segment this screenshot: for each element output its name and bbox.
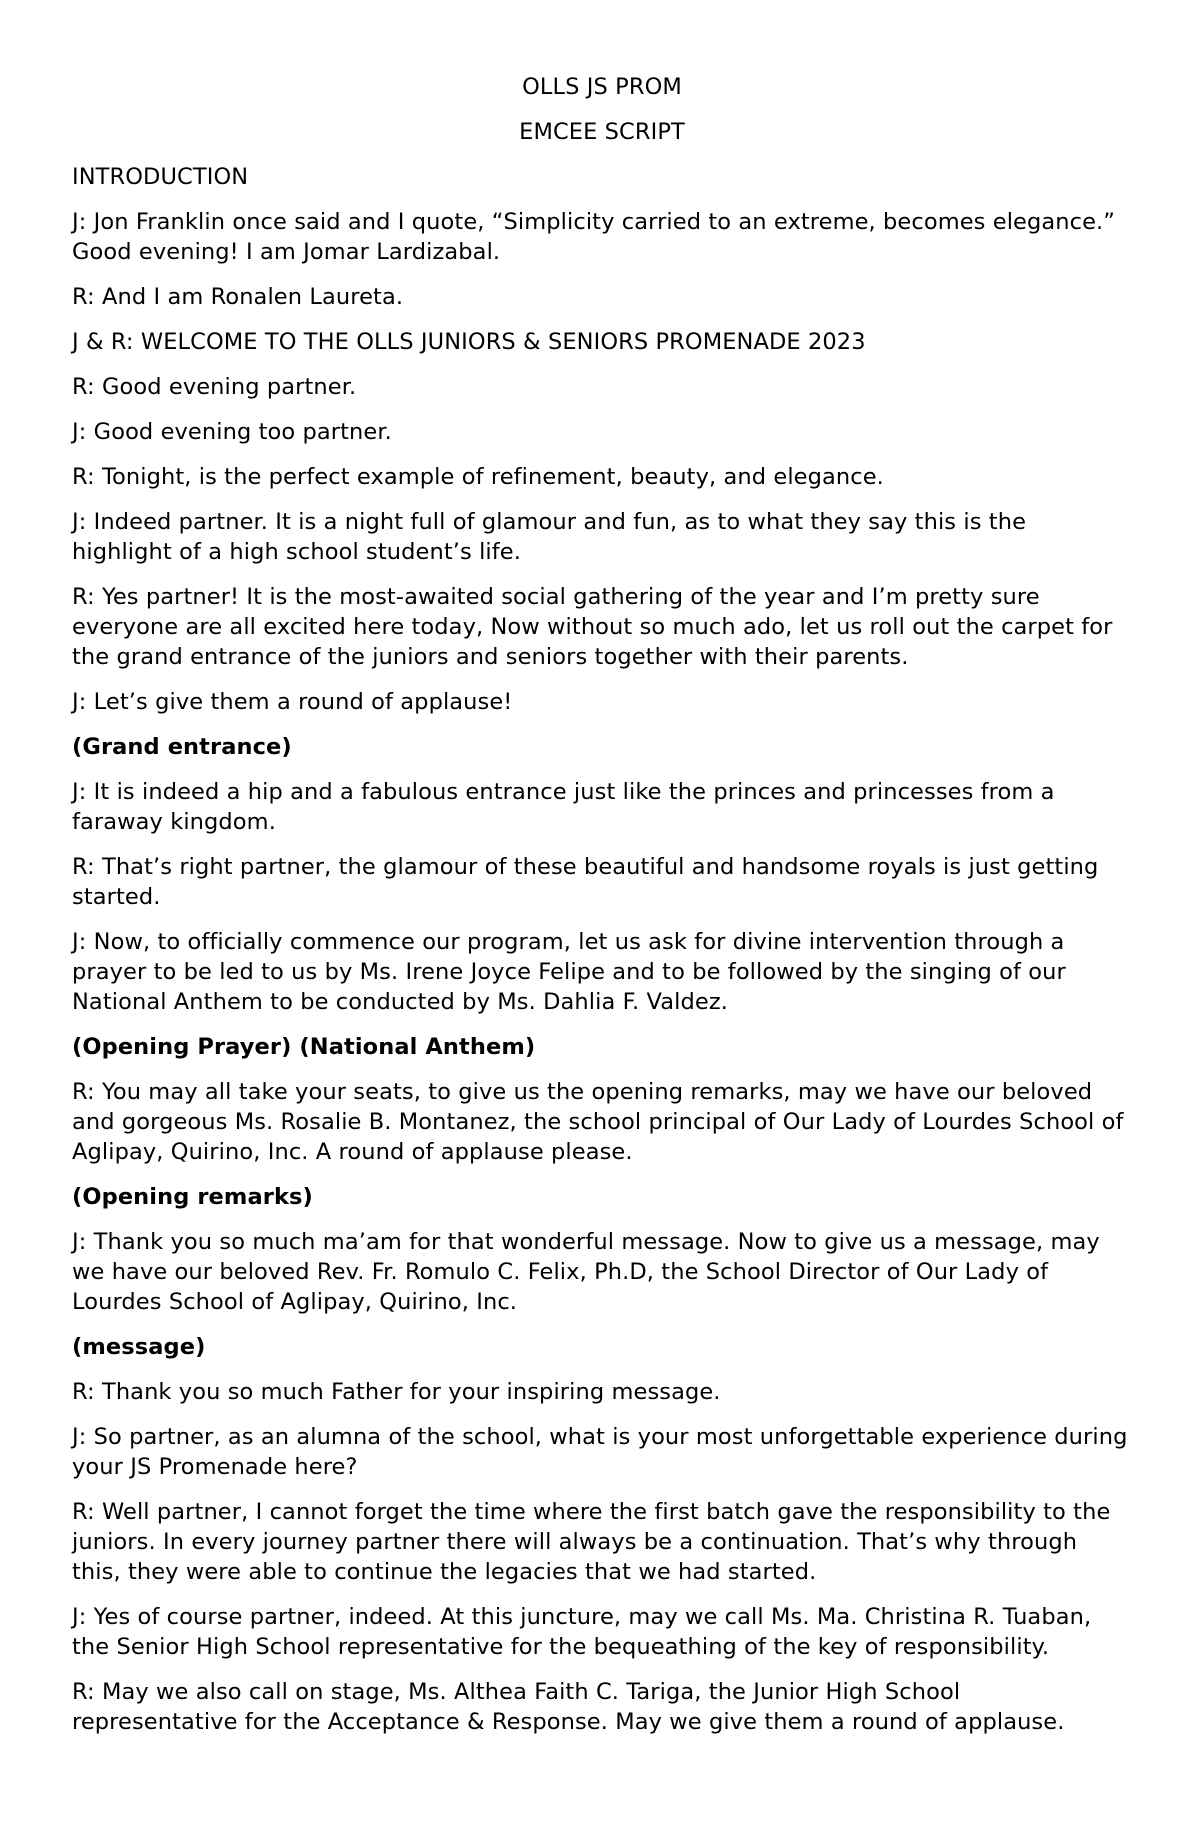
stage-cue: (message)	[72, 1334, 206, 1360]
script-line: R: Good evening partner.	[72, 374, 357, 400]
script-lines	[72, 207, 1132, 1737]
script-line: J: It is indeed a hip and a fabulous entrance just like the princes and princesses from a faraway kingdom.	[72, 779, 1055, 835]
script-line: R: And I am Ronalen Laureta.	[72, 284, 404, 310]
script-line: J: Let’s give them a round of applause!	[72, 689, 513, 715]
script-line: J: Good evening too partner.	[72, 419, 392, 445]
script-line: R: May we also call on stage, Ms. Althea Faith C. Tariga, the Junior High School representative for the Acceptance & Response. May we give them a round of applause.	[72, 1679, 1065, 1735]
document-body	[72, 72, 1132, 1752]
script-line: R: Yes partner! It is the most-awaited social gathering of the year and I’m pretty sure everyone are all excited here today, Now without so much ado, let us roll out the carpet for the grand entrance of the juniors and seniors together with their parents.	[72, 584, 1113, 670]
script-line: R: Well partner, I cannot forget the time where the first batch gave the responsibility to the juniors. In every journey partner there will always be a continuation. That’s why through this, they were able to continue the legacies that we had started.	[72, 1499, 1111, 1585]
script-line: R: That’s right partner, the glamour of these beautiful and handsome royals is just getting started.	[72, 854, 1099, 910]
script-line: J & R: WELCOME TO THE OLLS JUNIORS & SENIORS PROMENADE 2023	[72, 329, 866, 355]
script-line: J: Indeed partner. It is a night full of glamour and fun, as to what they say this is the highlight of a high school student’s life.	[72, 509, 1027, 565]
script-line: R: Thank you so much Father for your inspiring message.	[72, 1379, 721, 1405]
script-line: R: Tonight, is the perfect example of refinement, beauty, and elegance.	[72, 464, 884, 490]
stage-cue: (Opening remarks)	[72, 1184, 313, 1210]
script-line: J: So partner, as an alumna of the school, what is your most unforgettable experience during your JS Promenade here?	[72, 1424, 1128, 1480]
section-heading: INTRODUCTION	[72, 164, 249, 190]
script-line: J: Yes of course partner, indeed. At this juncture, may we call Ms. Ma. Christina R. Tuaban, the Senior High School representative for the bequeathing of the key of responsibility.	[72, 1604, 1092, 1660]
stage-cue: (Grand entrance)	[72, 734, 292, 760]
script-line: J: Jon Franklin once said and I quote, “Simplicity carried to an extreme, becomes elegance.” Good evening! I am Jomar Lardizabal.	[72, 209, 1116, 265]
stage-cue: (Opening Prayer) (National Anthem)	[72, 1034, 536, 1060]
script-line: J: Now, to officially commence our program, let us ask for divine intervention through a prayer to be led to us by Ms. Irene Joyce Felipe and to be followed by the singing of our National Anthem to be conducted by Ms. Dahlia F. Valdez.	[72, 929, 1066, 1015]
script-line: R: You may all take your seats, to give us the opening remarks, may we have our beloved and gorgeous Ms. Rosalie B. Montanez, the school principal of Our Lady of Lourdes School of Aglipay, Quirino, Inc. A round of applause please.	[72, 1079, 1124, 1165]
document-title: OLLS JS PROM	[522, 74, 682, 100]
document-subtitle: EMCEE SCRIPT	[519, 119, 685, 145]
script-line: J: Thank you so much ma’am for that wonderful message. Now to give us a message, may we have our beloved Rev. Fr. Romulo C. Felix, Ph.D, the School Director of Our Lady of Lourdes School of Aglipay, Quirino, Inc.	[72, 1229, 1100, 1315]
